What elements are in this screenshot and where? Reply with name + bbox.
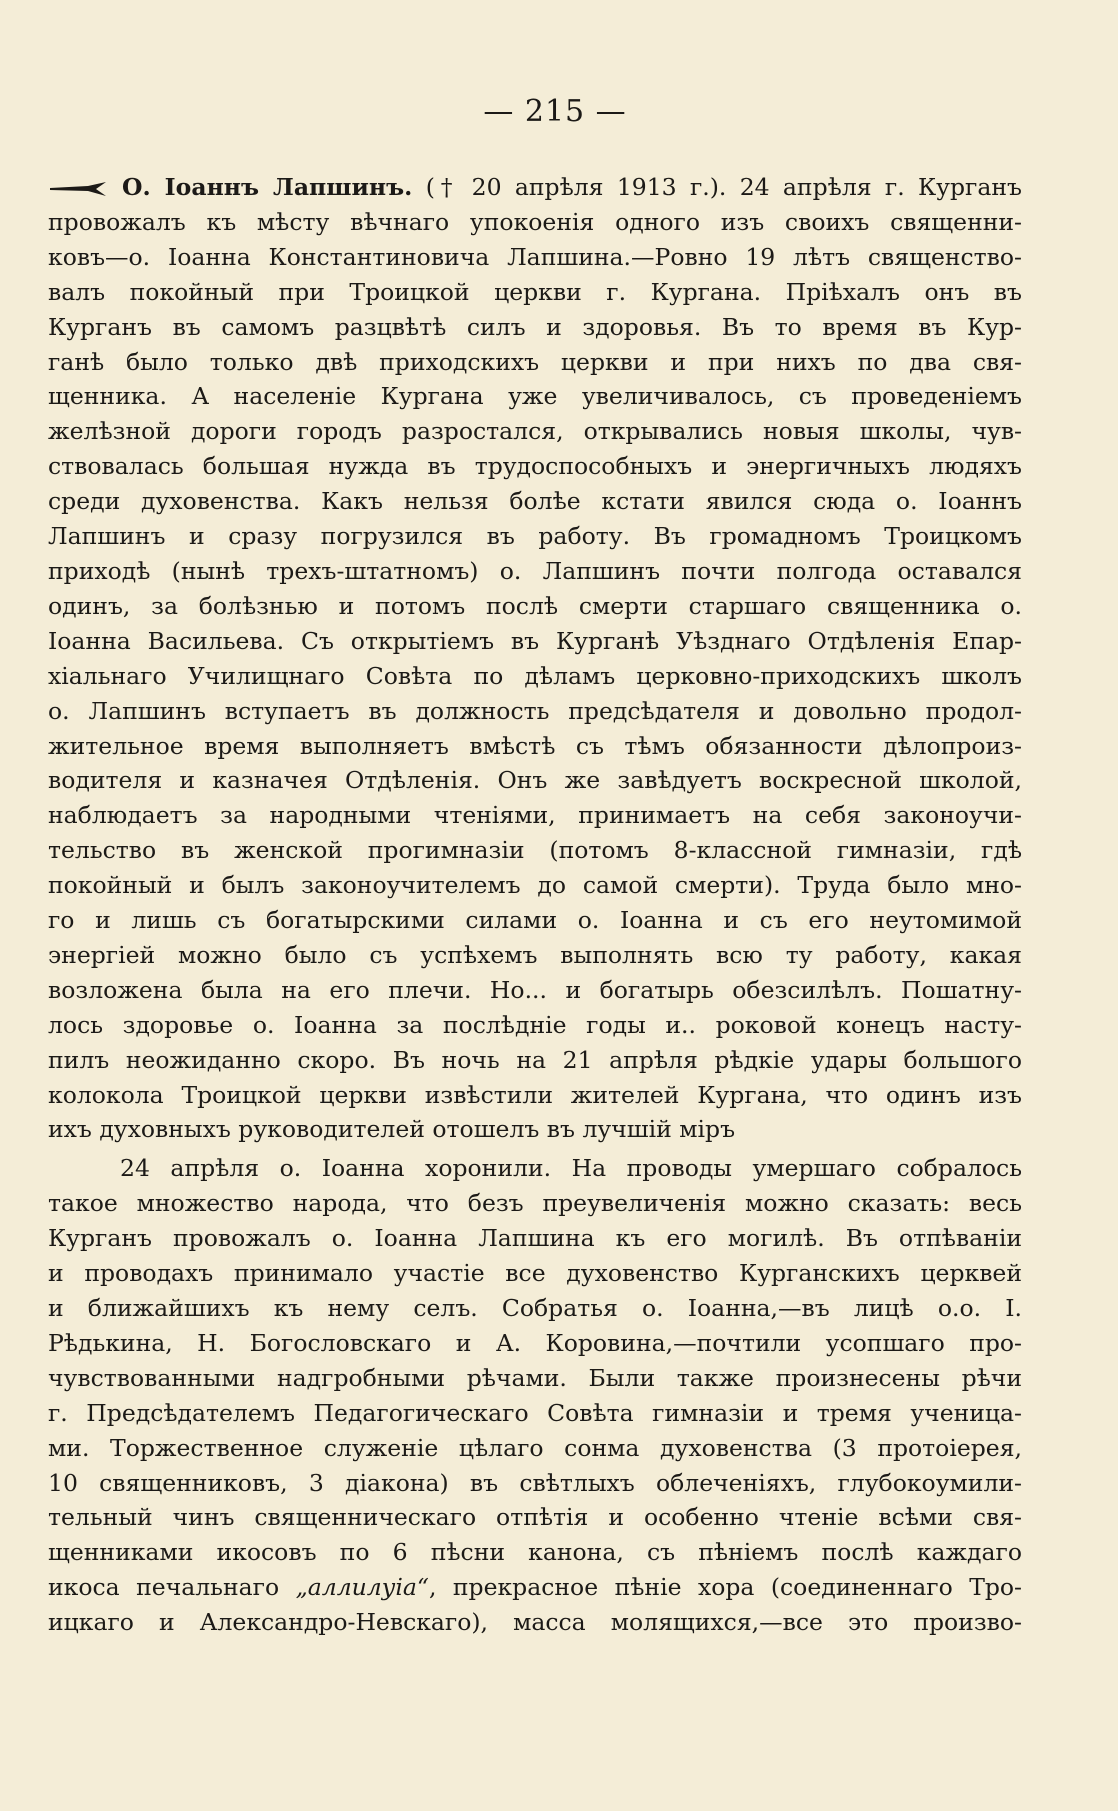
text-line: хіальнаго Училищнаго Совѣта по дѣламъ церковно-приходскихъ школъ	[48, 661, 1022, 690]
text-line: икоса печальнаго „аллилуіа“, прекрасное пѣніе хора (соединеннаго Тро-	[48, 1573, 1022, 1602]
paragraph-2	[48, 1151, 1022, 1570]
body-text	[48, 170, 1022, 1640]
pointing-hand-marker-icon	[48, 179, 108, 199]
text-line: тельство въ женской прогимназіи (потомъ 8-классной гимназіи, гдѣ	[48, 836, 1022, 865]
paragraph-1	[48, 205, 1022, 1147]
text-line: желѣзной дороги городъ разростался, открывались новыя школы, чув-	[48, 417, 1022, 446]
text-line: щенника. А населеніе Кургана уже увеличивалось, съ проведеніемъ	[48, 382, 1022, 411]
paragraph-2-tail	[48, 1605, 1022, 1640]
text-line: Іоанна Васильева. Съ открытіемъ въ Курганѣ Уѣзднаго Отдѣленія Епар-	[48, 626, 1022, 655]
text-line: чувствованными надгробными рѣчами. Были также произнесены рѣчи	[48, 1363, 1022, 1392]
text-line: 24 апрѣля о. Іоанна хоронили. На проводы умершаго собралось	[120, 1154, 1022, 1183]
text-line: Курганъ провожалъ о. Іоанна Лапшина къ его могилѣ. Въ отпѣваніи	[48, 1224, 1022, 1253]
text-line: ствовалась большая нужда въ трудоспособныхъ и энергичныхъ людяхъ	[48, 452, 1022, 481]
text-line: щенниками икосовъ по 6 пѣсни канона, съ пѣніемъ послѣ каждаго	[48, 1538, 1022, 1567]
text-line: Курганъ въ самомъ разцвѣтѣ силъ и здоровья. Въ то время въ Кур-	[48, 312, 1022, 341]
text-line: и ближайшихъ къ нему селъ. Собратья о. Іоанна,—въ лицѣ о.о. І.	[48, 1294, 1022, 1322]
text-line: жительное время выполняетъ вмѣстѣ съ тѣмъ обязанности дѣлопроиз-	[48, 731, 1022, 760]
text-line: ковъ—о. Іоанна Константиновича Лапшина.—Ровно 19 лѣтъ священство-	[48, 242, 1022, 271]
text-line: лось здоровье о. Іоанна за послѣдніе годы и.. роковой конецъ насту-	[48, 1010, 1022, 1039]
text-line: пилъ неожиданно скоро. Въ ночь на 21 апрѣля рѣдкіе удары большого	[48, 1045, 1022, 1074]
text-line: среди духовенства. Какъ нельзя болѣе кстати явился сюда о. Іоаннъ	[48, 487, 1022, 516]
text-line: 10 священниковъ, 3 діакона) въ свѣтлыхъ облеченіяхъ, глубокоумили-	[48, 1468, 1022, 1497]
text-line: ихъ духовныхъ руководителей отошелъ въ лучшій міръ	[48, 1115, 736, 1144]
text-line: Лапшинъ и сразу погрузился въ работу. Въ громадномъ Троицкомъ	[48, 522, 1022, 551]
text-line: Рѣдькина, Н. Богословскаго и А. Коровина,—почтили усопшаго про-	[48, 1328, 1022, 1357]
text-line: о. Лапшинъ вступаетъ въ должность предсѣдателя и довольно продол-	[48, 696, 1022, 725]
text-line: ми. Торжественное служеніе цѣлаго сонма духовенства (3 протоіерея,	[48, 1433, 1022, 1462]
text-line: ицкаго и Александро-Невскаго), масса молящихся,—все это произво-	[48, 1608, 1022, 1637]
text-line: ганѣ было только двѣ приходскихъ церкви и при нихъ по два свя-	[48, 347, 1022, 376]
text-line: и проводахъ принимало участіе все духовенство Курганскихъ церквей	[48, 1259, 1022, 1288]
text-line: такое множество народа, что безъ преувеличенія можно сказать: весь	[48, 1189, 1022, 1218]
text-line: покойный и былъ законоучителемъ до самой смерти). Труда было мно-	[48, 871, 1022, 900]
obituary-heading: О. Іоаннъ Лапшинъ.	[122, 173, 413, 201]
page-number: — 215 —	[483, 94, 627, 129]
text-line: одинъ, за болѣзнью и потомъ послѣ смерти старшаго священника о.	[48, 591, 1022, 620]
text-line: г. Предсѣдателемъ Педагогическаго Совѣта гимназіи и тремя ученица-	[48, 1398, 1022, 1427]
text-line: возложена была на его плечи. Но... и богатырь обезсилѣлъ. Пошатну-	[48, 975, 1022, 1004]
text-line: приходѣ (нынѣ трехъ-штатномъ) о. Лапшинъ почти полгода оставался	[48, 556, 1022, 585]
heading-line	[48, 170, 1022, 205]
text-line: водителя и казначея Отдѣленія. Онъ же завѣдуетъ воскресной школой,	[48, 766, 1022, 795]
heading-rest: († 20 апрѣля 1913 г.). 24 апрѣля г. Курганъ	[425, 173, 1022, 201]
text-line: валъ покойный при Троицкой церкви г. Кургана. Пріѣхалъ онъ въ	[48, 277, 1022, 306]
text-line: го и лишь съ богатырскими силами о. Іоанна и съ его неутомимой	[48, 906, 1022, 935]
text-line: энергіей можно было съ успѣхемъ выполнять всю ту работу, какая	[48, 940, 1022, 969]
alleluia-word: „аллилуіа“	[295, 1573, 429, 1602]
text-line: наблюдаетъ за народными чтеніями, принимаетъ на себя законоучи-	[48, 801, 1022, 830]
text-line: провожалъ къ мѣсту вѣчнаго упокоенія одного изъ своихъ священни-	[48, 207, 1022, 236]
text-line: тельный чинъ священническаго отпѣтія и особенно чтеніе всѣми свя-	[48, 1503, 1022, 1532]
text-line: колокола Троицкой церкви извѣстили жителей Кургана, что одинъ изъ	[48, 1080, 1022, 1109]
